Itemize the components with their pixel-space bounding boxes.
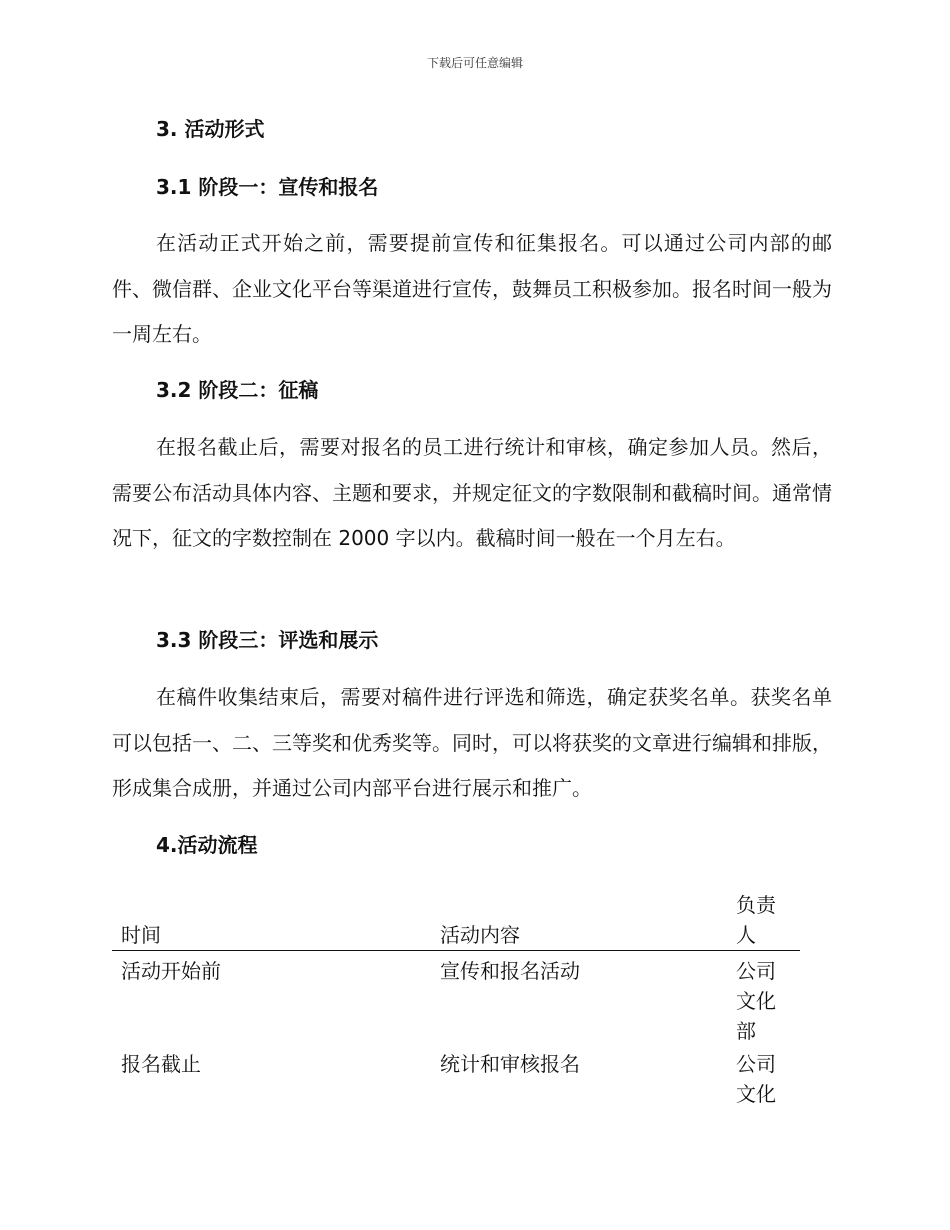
section-3-1-paragraph: 在活动正式开始之前，需要提前宣传和征集报名。可以通过公司内部的邮件、微信群、企业文化平台等渠道进行宣传，鼓舞员工积极参加。报名时间一般为一周左右。 bbox=[112, 231, 832, 346]
page-header-note: 下载后可任意编辑 bbox=[426, 56, 523, 70]
section-3-2-heading: 3.2 阶段二：征稿 bbox=[156, 378, 319, 402]
section-3-3-heading: 3.3 阶段三：评选和展示 bbox=[156, 628, 379, 652]
table-cell-content: 宣传和报名活动 bbox=[440, 959, 580, 983]
table-header-content: 活动内容 bbox=[440, 923, 520, 947]
table-row bbox=[112, 951, 800, 1049]
table-header-row bbox=[112, 888, 800, 951]
table-cell-time: 报名截止 bbox=[121, 1052, 201, 1076]
section-3-3-paragraph: 在稿件收集结束后，需要对稿件进行评选和筛选，确定获奖名单。获奖名单可以包括一、二、三等奖和优秀奖等。同时，可以将获奖的文章进行编辑和排版，形成集合成册，并通过公司内部平台进行展示和推广。 bbox=[112, 685, 832, 800]
table-cell-time: 活动开始前 bbox=[121, 959, 221, 983]
table-cell-owner: 公司文化部 bbox=[736, 959, 776, 1043]
section-3-1-heading: 3.1 阶段一：宣传和报名 bbox=[156, 175, 379, 199]
table-header-owner: 负责人 bbox=[736, 893, 776, 947]
activity-flow-table bbox=[112, 888, 800, 1129]
section-4-heading: 4.活动流程 bbox=[156, 833, 258, 857]
table-cell-content: 统计和审核报名 bbox=[440, 1052, 580, 1076]
section-3-2-paragraph: 在报名截止后，需要对报名的员工进行统计和审核，确定参加人员。然后，需要公布活动具体内容、主题和要求，并规定征文的字数限制和截稿时间。通常情况下，征文的字数控制在 2000 字以内。截稿时间一般在一个月左右。 bbox=[112, 435, 832, 550]
table-row bbox=[112, 1049, 800, 1129]
section-3-heading: 3. 活动形式 bbox=[156, 117, 265, 141]
table-header-time: 时间 bbox=[121, 923, 161, 947]
table-cell-owner: 公司文化 bbox=[736, 1052, 776, 1106]
